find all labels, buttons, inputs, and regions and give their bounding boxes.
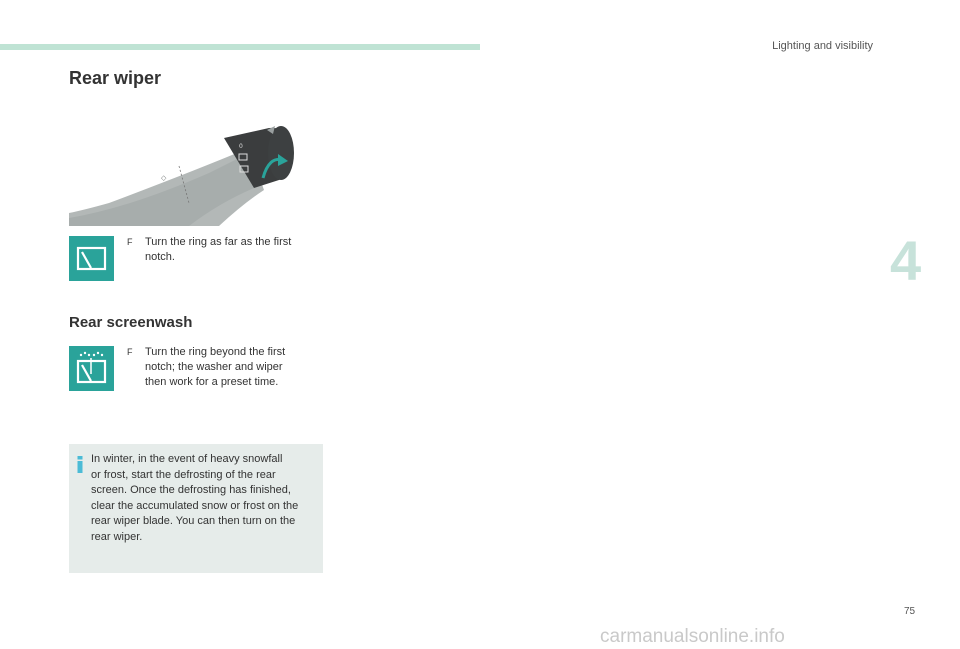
info-icon <box>76 456 84 473</box>
info-text: In winter, in the event of heavy snowfall or frost, start the defrosting of the rear screen. Once the defrosting has finished, clear the accumulated snow or frost on the rear wiper blade. You can then turn on the rear wiper. <box>91 453 299 543</box>
step-marker: F <box>127 347 133 357</box>
rear-screenwash-instruction <box>127 345 327 393</box>
rear-wiper-instruction <box>127 235 327 267</box>
section-subtitle: Rear screenwash <box>69 314 193 331</box>
rear-wiper-icon <box>69 236 114 281</box>
chapter-number: 4 <box>890 229 922 292</box>
svg-text:◇: ◇ <box>161 174 167 182</box>
watermark: carmanualsonline.info <box>600 626 785 647</box>
info-box <box>69 444 323 573</box>
page-number: 75 <box>904 606 916 617</box>
svg-text:0: 0 <box>239 143 243 150</box>
wiper-stalk-illustration <box>69 118 323 226</box>
instruction-text: Turn the ring as far as the first notch. <box>145 236 292 263</box>
rear-screenwash-icon <box>69 346 114 391</box>
header-accent-bar <box>0 44 480 50</box>
instruction-text: Turn the ring beyond the first notch; the washer and wiper then work for a preset time. <box>145 346 286 388</box>
section-label: Lighting and visibility <box>772 40 873 52</box>
step-marker: F <box>127 237 133 247</box>
page-title: Rear wiper <box>69 68 162 88</box>
